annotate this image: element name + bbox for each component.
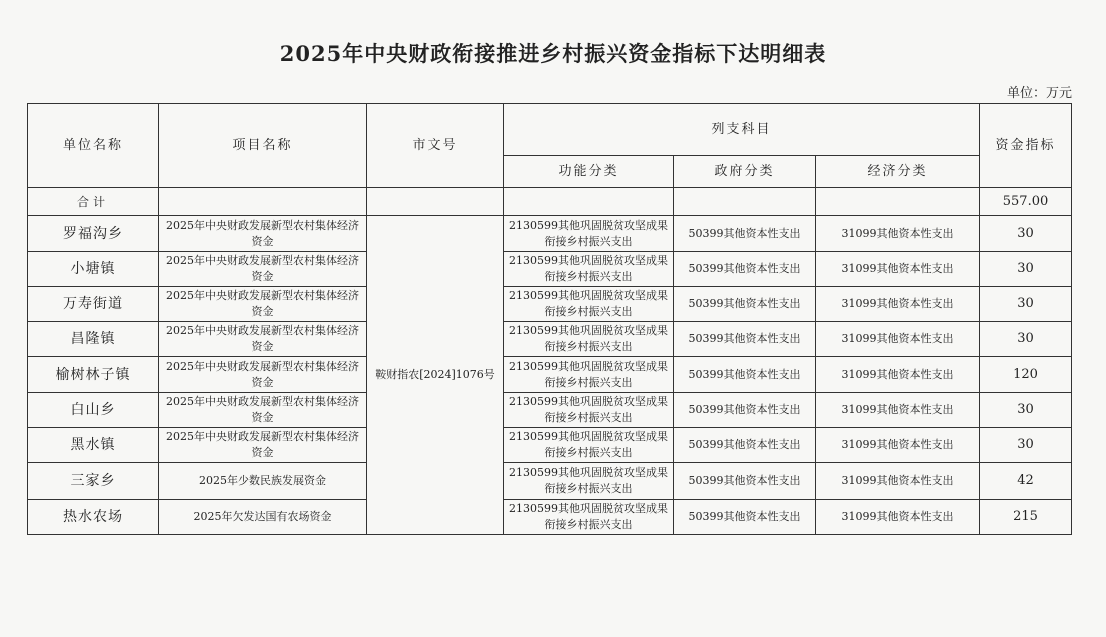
header-government: 政府分类 [674,156,816,188]
total-row [28,188,1072,216]
government-class-cell: 50399其他资本性支出 [674,287,816,322]
unit-name-cell: 小塘镇 [28,252,159,287]
economic-class-cell: 31099其他资本性支出 [816,393,980,428]
government-class-cell: 50399其他资本性支出 [674,393,816,428]
amount-cell: 30 [980,393,1072,428]
project-name-cell: 2025年中央财政发展新型农村集体经济资金 [159,252,367,287]
header-amount: 资金指标 [980,104,1072,188]
header-project-name: 项目名称 [159,104,367,188]
page-title: 2025年中央财政衔接推进乡村振兴资金指标下达明细表 [279,41,827,66]
functional-class-cell: 2130599其他巩固脱贫攻坚成果衔接乡村振兴支出 [504,216,674,252]
amount-cell: 120 [980,357,1072,393]
total-empty-cell [674,188,816,216]
unit-name-cell: 万寿街道 [28,287,159,322]
economic-class-cell: 31099其他资本性支出 [816,428,980,463]
functional-class-cell: 2130599其他巩固脱贫攻坚成果衔接乡村振兴支出 [504,463,674,500]
table-row [28,252,1072,287]
economic-class-cell: 31099其他资本性支出 [816,500,980,535]
project-name-cell: 2025年中央财政发展新型农村集体经济资金 [159,393,367,428]
government-class-cell: 50399其他资本性支出 [674,463,816,500]
unit-name-cell: 黑水镇 [28,428,159,463]
amount-cell: 30 [980,287,1072,322]
header-doc-number: 市文号 [367,104,504,188]
total-amount: 557.00 [980,188,1072,216]
government-class-cell: 50399其他资本性支出 [674,500,816,535]
unit-name-cell: 昌隆镇 [28,322,159,357]
unit-name-cell: 罗福沟乡 [28,216,159,252]
amount-cell: 42 [980,463,1072,500]
table-row [28,428,1072,463]
total-empty-cell [367,188,504,216]
unit-name-cell: 热水农场 [28,500,159,535]
table-row [28,216,1072,252]
amount-cell: 215 [980,500,1072,535]
unit-label: 单位：万元 [1006,86,1072,101]
economic-class-cell: 31099其他资本性支出 [816,322,980,357]
functional-class-cell: 2130599其他巩固脱贫攻坚成果衔接乡村振兴支出 [504,357,674,393]
total-label: 合计 [28,188,159,216]
total-empty-cell [816,188,980,216]
project-name-cell: 2025年中央财政发展新型农村集体经济资金 [159,357,367,393]
total-empty-cell [159,188,367,216]
government-class-cell: 50399其他资本性支出 [674,216,816,252]
header-functional: 功能分类 [504,156,674,188]
economic-class-cell: 31099其他资本性支出 [816,252,980,287]
project-name-cell: 2025年欠发达国有农场资金 [159,500,367,535]
functional-class-cell: 2130599其他巩固脱贫攻坚成果衔接乡村振兴支出 [504,428,674,463]
government-class-cell: 50399其他资本性支出 [674,428,816,463]
economic-class-cell: 31099其他资本性支出 [816,357,980,393]
project-name-cell: 2025年少数民族发展资金 [159,463,367,500]
header-subjects: 列支科目 [504,104,980,156]
functional-class-cell: 2130599其他巩固脱贫攻坚成果衔接乡村振兴支出 [504,500,674,535]
table-row [28,357,1072,393]
unit-name-cell: 白山乡 [28,393,159,428]
unit-name-cell: 榆树林子镇 [28,357,159,393]
amount-cell: 30 [980,428,1072,463]
table-row [28,393,1072,428]
header-economic: 经济分类 [816,156,980,188]
table-row [28,500,1072,535]
table-row [28,463,1072,500]
unit-name-cell: 三家乡 [28,463,159,500]
project-name-cell: 2025年中央财政发展新型农村集体经济资金 [159,287,367,322]
table-row [28,287,1072,322]
project-name-cell: 2025年中央财政发展新型农村集体经济资金 [159,428,367,463]
government-class-cell: 50399其他资本性支出 [674,357,816,393]
amount-cell: 30 [980,322,1072,357]
amount-cell: 30 [980,252,1072,287]
functional-class-cell: 2130599其他巩固脱贫攻坚成果衔接乡村振兴支出 [504,252,674,287]
economic-class-cell: 31099其他资本性支出 [816,463,980,500]
economic-class-cell: 31099其他资本性支出 [816,216,980,252]
project-name-cell: 2025年中央财政发展新型农村集体经济资金 [159,216,367,252]
table-row [28,322,1072,357]
functional-class-cell: 2130599其他巩固脱贫攻坚成果衔接乡村振兴支出 [504,322,674,357]
allocation-table [27,103,1072,535]
functional-class-cell: 2130599其他巩固脱贫攻坚成果衔接乡村振兴支出 [504,393,674,428]
total-empty-cell [504,188,674,216]
doc-number-cell: 鞍财指农[2024]1076号 [367,216,504,535]
economic-class-cell: 31099其他资本性支出 [816,287,980,322]
header-unit-name: 单位名称 [28,104,159,188]
project-name-cell: 2025年中央财政发展新型农村集体经济资金 [159,322,367,357]
amount-cell: 30 [980,216,1072,252]
government-class-cell: 50399其他资本性支出 [674,322,816,357]
government-class-cell: 50399其他资本性支出 [674,252,816,287]
functional-class-cell: 2130599其他巩固脱贫攻坚成果衔接乡村振兴支出 [504,287,674,322]
